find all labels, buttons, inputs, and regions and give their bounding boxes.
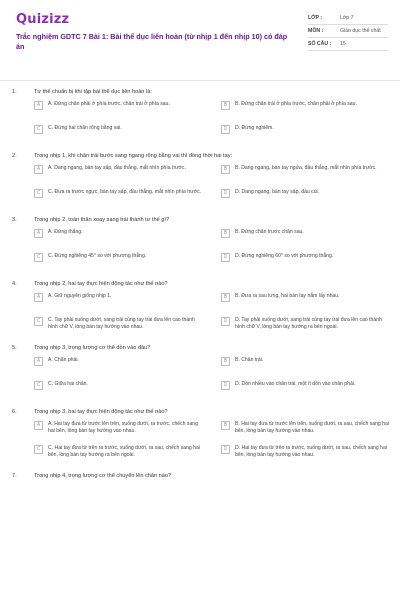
option-letter: B bbox=[221, 165, 230, 174]
option-letter: A bbox=[34, 165, 43, 174]
option-letter: A bbox=[34, 101, 43, 110]
question-number: 2. bbox=[12, 153, 17, 159]
meta-question-count bbox=[308, 38, 388, 51]
question-item bbox=[12, 280, 392, 337]
question-number: 7. bbox=[12, 473, 17, 479]
option-letter: D bbox=[221, 445, 230, 454]
option-letter: A bbox=[34, 229, 43, 238]
option-letter: B bbox=[221, 229, 230, 238]
answer-option[interactable] bbox=[34, 421, 205, 441]
answer-option[interactable] bbox=[221, 253, 392, 273]
meta-value: Giáo dục thể chất bbox=[340, 28, 381, 34]
option-text: B. Đưa ra sau lưng, hai bàn tay nắm lấy nhau. bbox=[235, 293, 340, 299]
answer-option[interactable] bbox=[221, 189, 392, 209]
option-letter: C bbox=[34, 189, 43, 198]
question-item bbox=[12, 408, 392, 465]
option-text: D. Dồn nhiều vào chân trái, một ít dồn vào chân phải. bbox=[235, 381, 356, 387]
answer-option[interactable] bbox=[221, 165, 392, 185]
option-text: B. Chân trái. bbox=[235, 357, 264, 363]
option-letter: C bbox=[34, 125, 43, 134]
answer-option[interactable] bbox=[221, 101, 392, 121]
meta-subject bbox=[308, 25, 388, 38]
option-letter: B bbox=[221, 293, 230, 302]
question-number: 3. bbox=[12, 217, 17, 223]
worksheet-title: Trắc nghiệm GDTC 7 Bài 1: Bài thể dục liên hoàn (từ nhịp 1 đến nhịp 10) có đáp án bbox=[16, 32, 288, 51]
answer-option[interactable] bbox=[221, 381, 392, 401]
answer-option[interactable] bbox=[221, 421, 392, 441]
option-letter: A bbox=[34, 421, 43, 430]
option-letter: C bbox=[34, 253, 43, 262]
question-text: Trong nhịp 3, hai tay thực hiện động tác như thế nào? bbox=[34, 409, 168, 415]
question-item bbox=[12, 88, 392, 145]
question-text: Trong nhịp 4, trọng lượng cơ thể chuyển lên chân nào? bbox=[34, 473, 172, 479]
option-letter: B bbox=[221, 357, 230, 366]
option-letter: B bbox=[221, 421, 230, 430]
answer-option[interactable] bbox=[34, 125, 205, 145]
option-text: D. Tay phải xuống dưới, sang trái cùng tay trái đưa lên cao thành hình chữ V, lòng bàn tay hướng ra bên ngoài. bbox=[235, 317, 382, 330]
question-text: Trong nhịp 3, trọng lượng cơ thể dồn vào đâu? bbox=[34, 345, 151, 351]
option-letter: D bbox=[221, 189, 230, 198]
option-grid bbox=[12, 293, 392, 337]
meta-key: MÔN : bbox=[308, 28, 324, 34]
question-item bbox=[12, 152, 392, 209]
option-text: A. Đứng thẳng. bbox=[48, 229, 83, 235]
worksheet-header bbox=[16, 12, 384, 74]
meta-key: LỚP : bbox=[308, 15, 323, 21]
option-text: C. Đưa ra trước ngực, bàn tay sấp, đầu thẳng, mắt nhìn phía trước. bbox=[48, 189, 202, 195]
option-text: B. Đứng chân trái ở phía trước, chân phải ở phía sau. bbox=[235, 101, 357, 107]
question-number: 5. bbox=[12, 345, 17, 351]
option-text: C. Hai tay đưa từ trên ra trước, xuống dưới, ra sau, chếch sang hai bên, lòng bàn tay hướng ra bên ngoài. bbox=[48, 445, 200, 458]
option-letter: D bbox=[221, 253, 230, 262]
option-letter: C bbox=[34, 381, 43, 390]
answer-option[interactable] bbox=[34, 293, 205, 313]
question-text: Tư thế chuẩn bị khi tập bài thể dục liên hoàn là: bbox=[34, 89, 152, 95]
option-grid bbox=[12, 421, 392, 465]
question-number: 4. bbox=[12, 281, 17, 287]
question-number: 6. bbox=[12, 409, 17, 415]
option-grid bbox=[12, 165, 392, 209]
option-text: C. Tay phải xuống dưới, sang trái cùng tay trái đưa lên cao thành hình chữ V, lòng bàn tay hướng vào nhau. bbox=[48, 317, 195, 330]
question-item bbox=[12, 344, 392, 401]
option-text: A. Giữ nguyên giống nhịp 1. bbox=[48, 293, 112, 299]
answer-option[interactable] bbox=[221, 317, 392, 337]
option-text: B. Đứng chân trước chân sau. bbox=[235, 229, 304, 235]
option-text: B. Dang ngang, bàn tay ngửa, đầu thẳng, mắt nhìn phía trước. bbox=[235, 165, 377, 171]
option-letter: C bbox=[34, 317, 43, 326]
option-text: D. Hai tay đưa từ trên ra trước, xuống dưới, ra sau, chếch sang hai bên, lòng bàn tay hướng vào nhau. bbox=[235, 445, 387, 458]
option-letter: D bbox=[221, 125, 230, 134]
option-text: A. Chân phải. bbox=[48, 357, 79, 363]
answer-option[interactable] bbox=[34, 357, 205, 377]
option-letter: A bbox=[34, 293, 43, 302]
option-text: D. Dang ngang, bàn tay sấp, đầu cúi. bbox=[235, 189, 320, 195]
meta-class bbox=[308, 12, 388, 25]
option-letter: D bbox=[221, 381, 230, 390]
answer-option[interactable] bbox=[34, 165, 205, 185]
question-list bbox=[12, 88, 392, 487]
option-grid bbox=[12, 357, 392, 401]
answer-option[interactable] bbox=[34, 189, 205, 209]
question-item bbox=[12, 472, 392, 480]
option-letter: A bbox=[34, 357, 43, 366]
meta-value: 15 bbox=[340, 41, 346, 47]
option-text: A. Hai tay đưa từ trước lên trên, xuống dưới, ra trước, chếch sang hai bên, lòng bàn tay hướng vào nhau. bbox=[48, 421, 198, 434]
option-text: B. Hai tay đưa từ trước lên trên, xuống dưới, ra sau, chếch sang hai bên, lòng bàn tay hướng vào nhau. bbox=[235, 421, 389, 434]
question-text: Trong nhịp 2, toàn thân xoay sang trái thành tư thế gì? bbox=[34, 217, 170, 223]
meta-value: Lớp 7 bbox=[340, 15, 354, 21]
question-text: Trong nhịp 2, hai tay thực hiện động tác như thế nào? bbox=[34, 281, 168, 287]
header-divider bbox=[0, 80, 400, 81]
answer-option[interactable] bbox=[34, 229, 205, 249]
option-text: A. Dang ngang, bàn tay sấp, đầu thẳng, mắt nhìn phía trước. bbox=[48, 165, 186, 171]
option-text: A. Đứng chân phải ở phía trước, chân trái ở phía sau. bbox=[48, 101, 170, 107]
answer-option[interactable] bbox=[34, 445, 205, 465]
option-grid bbox=[12, 229, 392, 273]
answer-option[interactable] bbox=[221, 125, 392, 145]
question-text: Trong nhịp 1, khi chân trái bước sang ngang rộng bằng vai thì đồng thời hai tay: bbox=[34, 153, 233, 159]
option-letter: B bbox=[221, 101, 230, 110]
answer-option[interactable] bbox=[221, 229, 392, 249]
option-text: D. Đứng nghiêm. bbox=[235, 125, 274, 131]
meta-key: SỐ CÂU : bbox=[308, 41, 332, 47]
option-grid bbox=[12, 101, 392, 145]
option-text: C. Đứng nghiêng 45° so với phương thẳng. bbox=[48, 253, 147, 259]
answer-option[interactable] bbox=[34, 101, 205, 121]
worksheet-meta bbox=[308, 12, 388, 51]
answer-option[interactable] bbox=[34, 253, 205, 273]
answer-option[interactable] bbox=[221, 293, 392, 313]
quizizz-logo: Quizizz bbox=[16, 12, 70, 27]
question-item bbox=[12, 216, 392, 273]
answer-option[interactable] bbox=[221, 357, 392, 377]
option-text: D. Đứng nghiêng 60° so với phương thẳng. bbox=[235, 253, 334, 259]
answer-option[interactable] bbox=[34, 317, 205, 337]
answer-option[interactable] bbox=[34, 381, 205, 401]
question-number: 1. bbox=[12, 89, 17, 95]
option-text: C. Giữa hai chân. bbox=[48, 381, 88, 387]
option-text: C. Đứng hai chân rộng bằng vai. bbox=[48, 125, 122, 131]
option-letter: C bbox=[34, 445, 43, 454]
option-letter: D bbox=[221, 317, 230, 326]
answer-option[interactable] bbox=[221, 445, 392, 465]
